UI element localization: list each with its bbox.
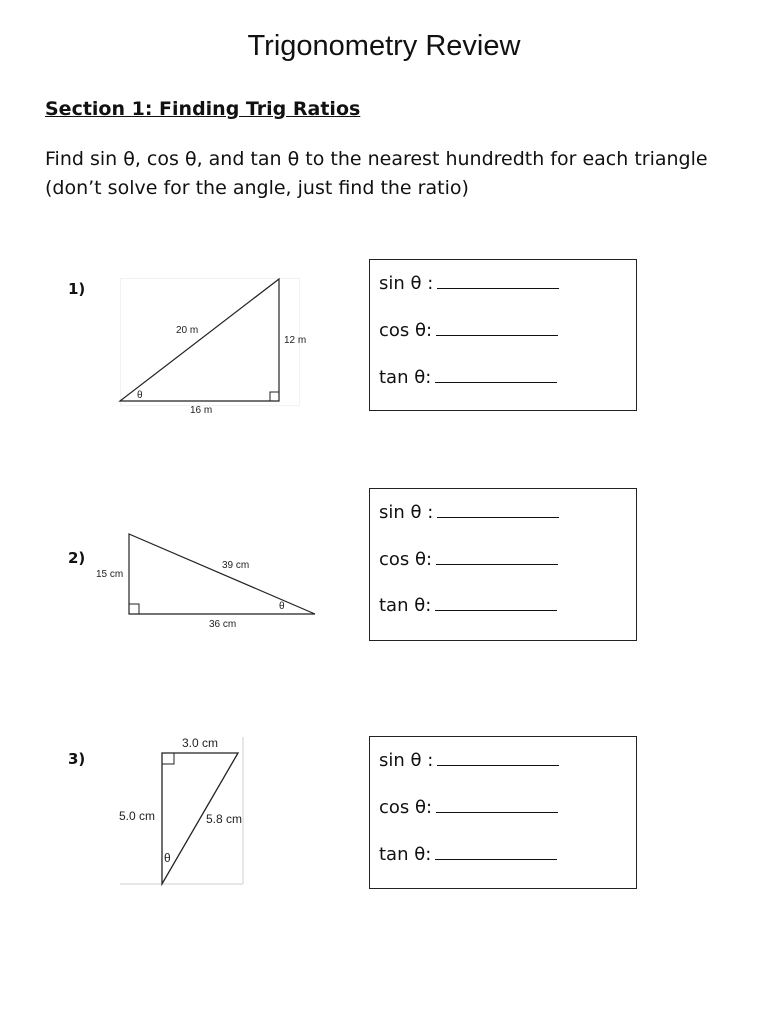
problem-1-hyp-label: 20 m (176, 325, 199, 336)
problem-1-tan-label: tan θ: (379, 367, 432, 388)
problem-1-cos-label: cos θ: (379, 320, 433, 341)
problem-3-angle-label: θ (164, 851, 171, 865)
problem-1-opp-label: 12 m (284, 335, 307, 346)
problem-2-angle-label: θ (279, 601, 285, 612)
problem-3-sin-row[interactable] (379, 747, 559, 771)
problem-1-adj-label: 16 m (190, 405, 213, 416)
problem-1-sin-label: sin θ : (379, 273, 434, 294)
problem-2-sin-label: sin θ : (379, 502, 434, 523)
problem-3-tan-row[interactable] (379, 841, 557, 865)
problem-3-left-label: 5.0 cm (119, 809, 156, 823)
problem-2-hyp-label: 39 cm (222, 560, 250, 571)
instructions-line-1: Find sin θ, cos θ, and tan θ to the nearest hundredth for each triangle (45, 148, 708, 170)
instructions-line-2: (don’t solve for the angle, just find the ratio) (45, 177, 469, 199)
problem-3-top-label: 3.0 cm (182, 736, 219, 750)
problem-3-sin-label: sin θ : (379, 750, 434, 771)
problem-3-sin-blank[interactable] (437, 747, 559, 766)
page-title: Trigonometry Review (247, 30, 521, 62)
problem-3-tan-blank[interactable] (435, 841, 557, 860)
problem-3-tan-label: tan θ: (379, 844, 432, 865)
problem-3-number: 3) (68, 750, 86, 768)
problem-1-angle-label: θ (137, 390, 143, 401)
problem-2-tan-label: tan θ: (379, 595, 432, 616)
problem-3-answer-box (369, 736, 637, 889)
section-heading: Section 1: Finding Trig Ratios (45, 98, 361, 120)
problem-2-number: 2) (68, 549, 86, 567)
problem-2-bottom-label: 36 cm (209, 619, 237, 630)
problem-2-left-label: 15 cm (96, 569, 124, 580)
problem-3-cos-label: cos θ: (379, 797, 433, 818)
problem-3-cos-blank[interactable] (436, 794, 558, 813)
problem-1-number: 1) (68, 280, 86, 298)
problem-3-hyp-label: 5.8 cm (206, 812, 243, 826)
problem-3-cos-row[interactable] (379, 794, 558, 818)
problem-2-cos-label: cos θ: (379, 549, 433, 570)
